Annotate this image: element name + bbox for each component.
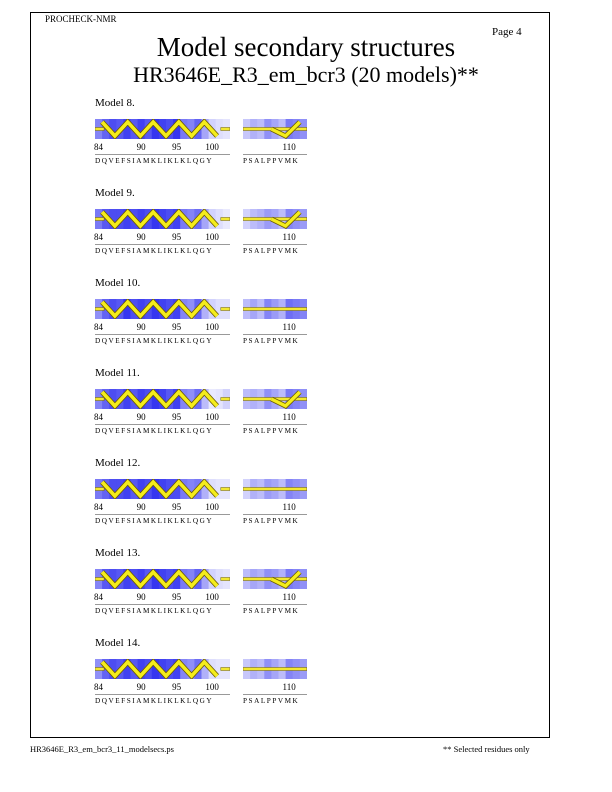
residue-tick-label: 90 [136,412,146,422]
footer-filename: HR3646E_R3_em_bcr3_11_modelsecs.ps [30,744,174,754]
model-label: Model 14. [95,637,141,649]
residue-tick-label: 100 [205,682,219,692]
sequence-rule [243,154,307,155]
residue-tick-label: 90 [136,232,146,242]
sequence-text: DQVEFSIAMKLIKLKLQGY [95,247,214,255]
secondary-structure-strip [95,299,230,319]
residue-tick-label: 100 [205,232,219,242]
sequence-text: PSALPPVMK [243,517,300,525]
sequence-rule [95,604,230,605]
sequence-text: PSALPPVMK [243,157,300,165]
sequence-text: PSALPPVMK [243,337,300,345]
residue-tick-label: 95 [172,592,182,602]
secondary-structure-strip [243,119,307,139]
coil-segment [95,398,104,401]
residue-tick-label: 95 [172,682,182,692]
residue-tick-label: 95 [172,142,182,152]
coil-segment [95,488,104,491]
coil-segment [243,488,307,491]
program-name: PROCHECK-NMR [45,14,117,24]
residue-tick-label: 84 [94,682,104,692]
residue-tick-label: 95 [172,322,182,332]
sequence-text: DQVEFSIAMKLIKLKLQGY [95,607,214,615]
sequence-rule [243,244,307,245]
footer-note: ** Selected residues only [443,744,530,754]
model-block [0,637,612,727]
residue-tick-label: 90 [136,682,146,692]
residue-tick-label: 84 [94,322,104,332]
sequence-text: DQVEFSIAMKLIKLKLQGY [95,157,214,165]
model-label: Model 11. [95,367,140,379]
sequence-text: PSALPPVMK [243,697,300,705]
residue-tick-label: 110 [282,682,296,692]
coil-segment [95,578,104,581]
residue-tick-label: 84 [94,232,104,242]
coil-segment [95,308,104,311]
residue-tick-label: 110 [282,322,296,332]
sequence-rule [95,424,230,425]
residue-tick-label: 100 [205,412,219,422]
coil-segment [221,128,230,131]
residue-tick-label: 84 [94,502,104,512]
model-block [0,367,612,457]
model-block [0,277,612,367]
coil-segment [95,668,104,671]
sequence-rule [95,154,230,155]
secondary-structure-strip [95,659,230,679]
coil-segment [243,308,307,311]
coil-segment [221,668,230,671]
sequence-text: DQVEFSIAMKLIKLKLQGY [95,427,214,435]
secondary-structure-strip [95,209,230,229]
residue-tick-label: 110 [282,502,296,512]
residue-tick-label: 90 [136,502,146,512]
sequence-rule [95,694,230,695]
model-block [0,97,612,187]
coil-segment [243,668,307,671]
secondary-structure-strip [243,299,307,319]
sequence-rule [243,334,307,335]
sequence-rule [243,694,307,695]
residue-tick-label: 84 [94,142,104,152]
sequence-text: PSALPPVMK [243,247,300,255]
coil-segment [221,218,230,221]
residue-tick-label: 95 [172,502,182,512]
residue-tick-label: 90 [136,142,146,152]
sequence-rule [243,514,307,515]
sequence-text: DQVEFSIAMKLIKLKLQGY [95,337,214,345]
sequence-text: PSALPPVMK [243,607,300,615]
sequence-rule [95,244,230,245]
residue-tick-label: 110 [282,412,296,422]
secondary-structure-strip [243,209,307,229]
coil-segment [221,308,230,311]
page-number: Page 4 [492,26,522,38]
coil-segment [221,488,230,491]
residue-tick-label: 84 [94,592,104,602]
sequence-text: DQVEFSIAMKLIKLKLQGY [95,517,214,525]
residue-tick-label: 90 [136,322,146,332]
residue-tick-label: 90 [136,592,146,602]
residue-tick-label: 110 [282,142,296,152]
residue-tick-label: 100 [205,592,219,602]
model-block [0,187,612,277]
residue-tick-label: 100 [205,502,219,512]
sequence-text: DQVEFSIAMKLIKLKLQGY [95,697,214,705]
residue-tick-label: 110 [282,232,296,242]
model-label: Model 13. [95,547,141,559]
sequence-rule [243,424,307,425]
model-label: Model 9. [95,187,135,199]
sequence-text: PSALPPVMK [243,427,300,435]
secondary-structure-strip [243,569,307,589]
model-label: Model 10. [95,277,141,289]
residue-tick-label: 100 [205,142,219,152]
secondary-structure-strip [243,659,307,679]
page-title: Model secondary structures [156,32,456,62]
coil-segment [95,218,104,221]
sequence-rule [243,604,307,605]
model-label: Model 8. [95,97,135,109]
residue-tick-label: 95 [172,232,182,242]
sequence-rule [95,514,230,515]
page-subtitle: HR3646E_R3_em_bcr3 (20 models)** [133,62,479,87]
secondary-structure-strip [95,479,230,499]
coil-segment [221,578,230,581]
secondary-structure-strip [95,569,230,589]
sequence-rule [95,334,230,335]
secondary-structure-strip [95,119,230,139]
residue-tick-label: 84 [94,412,104,422]
secondary-structure-strip [243,479,307,499]
model-block [0,547,612,637]
secondary-structure-strip [243,389,307,409]
residue-tick-label: 100 [205,322,219,332]
model-label: Model 12. [95,457,141,469]
coil-segment [95,128,104,131]
model-block [0,457,612,547]
residue-tick-label: 110 [282,592,296,602]
secondary-structure-strip [95,389,230,409]
residue-tick-label: 95 [172,412,182,422]
coil-segment [221,398,230,401]
